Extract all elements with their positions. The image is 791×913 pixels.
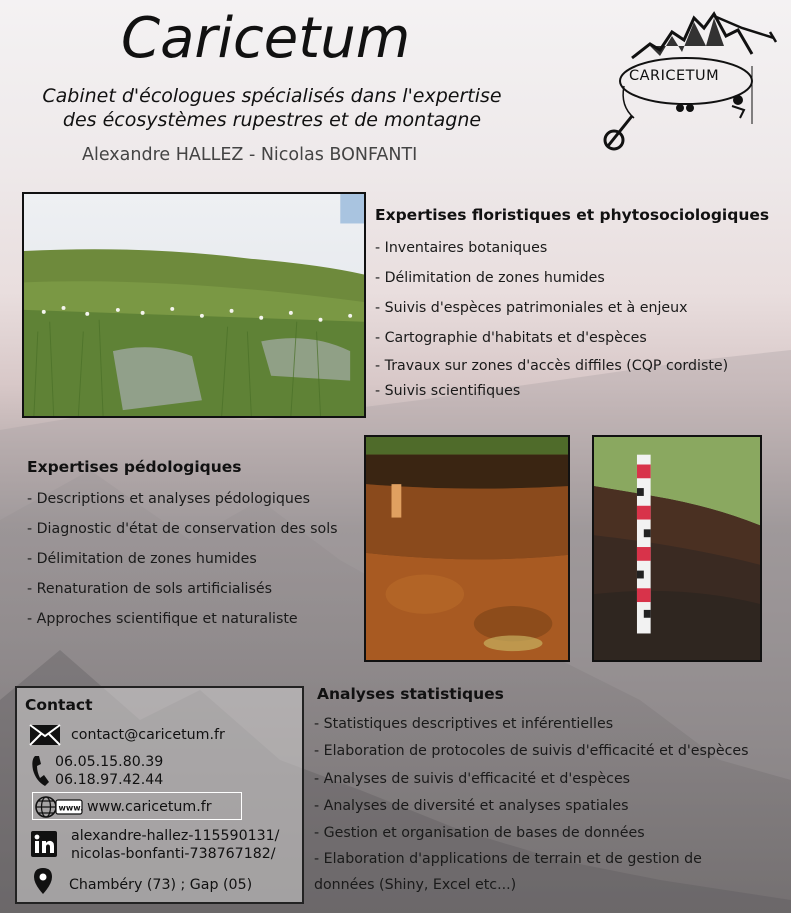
logo-text: CARICETUM xyxy=(629,68,720,84)
phone-number-2[interactable]: 06.18.97.42.44 xyxy=(55,772,164,788)
linkedin-link-2[interactable]: nicolas-bonfanti-738767182/ xyxy=(71,846,276,862)
phone-icon xyxy=(31,754,51,788)
location-pin-icon xyxy=(33,867,53,895)
email-link[interactable]: contact@caricetum.fr xyxy=(71,727,225,743)
subtitle-line-1: Cabinet d'écologues spécialisés dans l'expertise xyxy=(42,85,502,107)
phone-number-1[interactable]: 06.05.15.80.39 xyxy=(55,754,164,770)
list-item: - Analyses de diversité et analyses spatiales xyxy=(314,798,629,814)
wetland-photo xyxy=(22,192,366,418)
list-item: - Elaboration d'applications de terrain et de gestion de xyxy=(314,851,702,867)
stats-list xyxy=(314,716,749,903)
subtitle xyxy=(8,84,536,132)
list-item: - Analyses de suivis d'efficacité et d'espèces xyxy=(314,771,631,787)
list-item: - Travaux sur zones d'accès diffiles (CQP cordiste) xyxy=(375,358,729,374)
pedology-title: Expertises pédologiques xyxy=(27,458,242,476)
list-item: - Descriptions et analyses pédologiques xyxy=(27,491,310,507)
contact-title: Contact xyxy=(25,696,93,714)
authors: Alexandre HALLEZ - Nicolas BONFANTI xyxy=(82,145,418,165)
subtitle-line-2: des écosystèmes rupestres et de montagne xyxy=(62,109,482,131)
list-item: - Statistiques descriptives et inférentielles xyxy=(314,716,614,732)
floristic-title: Expertises floristiques et phytosociologiques xyxy=(375,206,770,224)
list-item: - Suivis scientifiques xyxy=(375,383,521,399)
location-text: Chambéry (73) ; Gap (05) xyxy=(69,877,253,893)
envelope-icon xyxy=(29,724,61,746)
list-item: - Renaturation de sols artificialisés xyxy=(27,581,272,597)
list-item: données (Shiny, Excel etc...) xyxy=(314,877,517,893)
page-title: Caricetum xyxy=(121,6,411,71)
list-item: - Délimitation de zones humides xyxy=(27,551,257,567)
contact-box xyxy=(15,686,304,904)
list-item: - Gestion et organisation de bases de données xyxy=(314,825,645,841)
globe-icon xyxy=(34,795,84,819)
linkedin-link-1[interactable]: alexandre-hallez-115590131/ xyxy=(71,828,280,844)
list-item: - Diagnostic d'état de conservation des sols xyxy=(27,521,338,537)
list-item: - Suivis d'espèces patrimoniales et à enjeux xyxy=(375,300,688,316)
soil-profile-photo-1 xyxy=(364,435,570,662)
list-item: - Approches scientifique et naturaliste xyxy=(27,611,298,627)
list-item: - Délimitation de zones humides xyxy=(375,270,605,286)
floristic-list xyxy=(375,240,728,408)
linkedin-icon xyxy=(31,831,57,857)
list-item: - Cartographie d'habitats et d'espèces xyxy=(375,330,647,346)
list-item: - Inventaires botaniques xyxy=(375,240,548,256)
website-link[interactable]: www.caricetum.fr xyxy=(87,799,212,815)
stats-title: Analyses statistiques xyxy=(317,685,504,703)
list-item: - Elaboration de protocoles de suivis d'efficacité et d'espèces xyxy=(314,743,749,759)
soil-profile-photo-2 xyxy=(592,435,762,662)
www-badge: www. xyxy=(58,803,84,813)
pedology-list xyxy=(27,491,338,641)
